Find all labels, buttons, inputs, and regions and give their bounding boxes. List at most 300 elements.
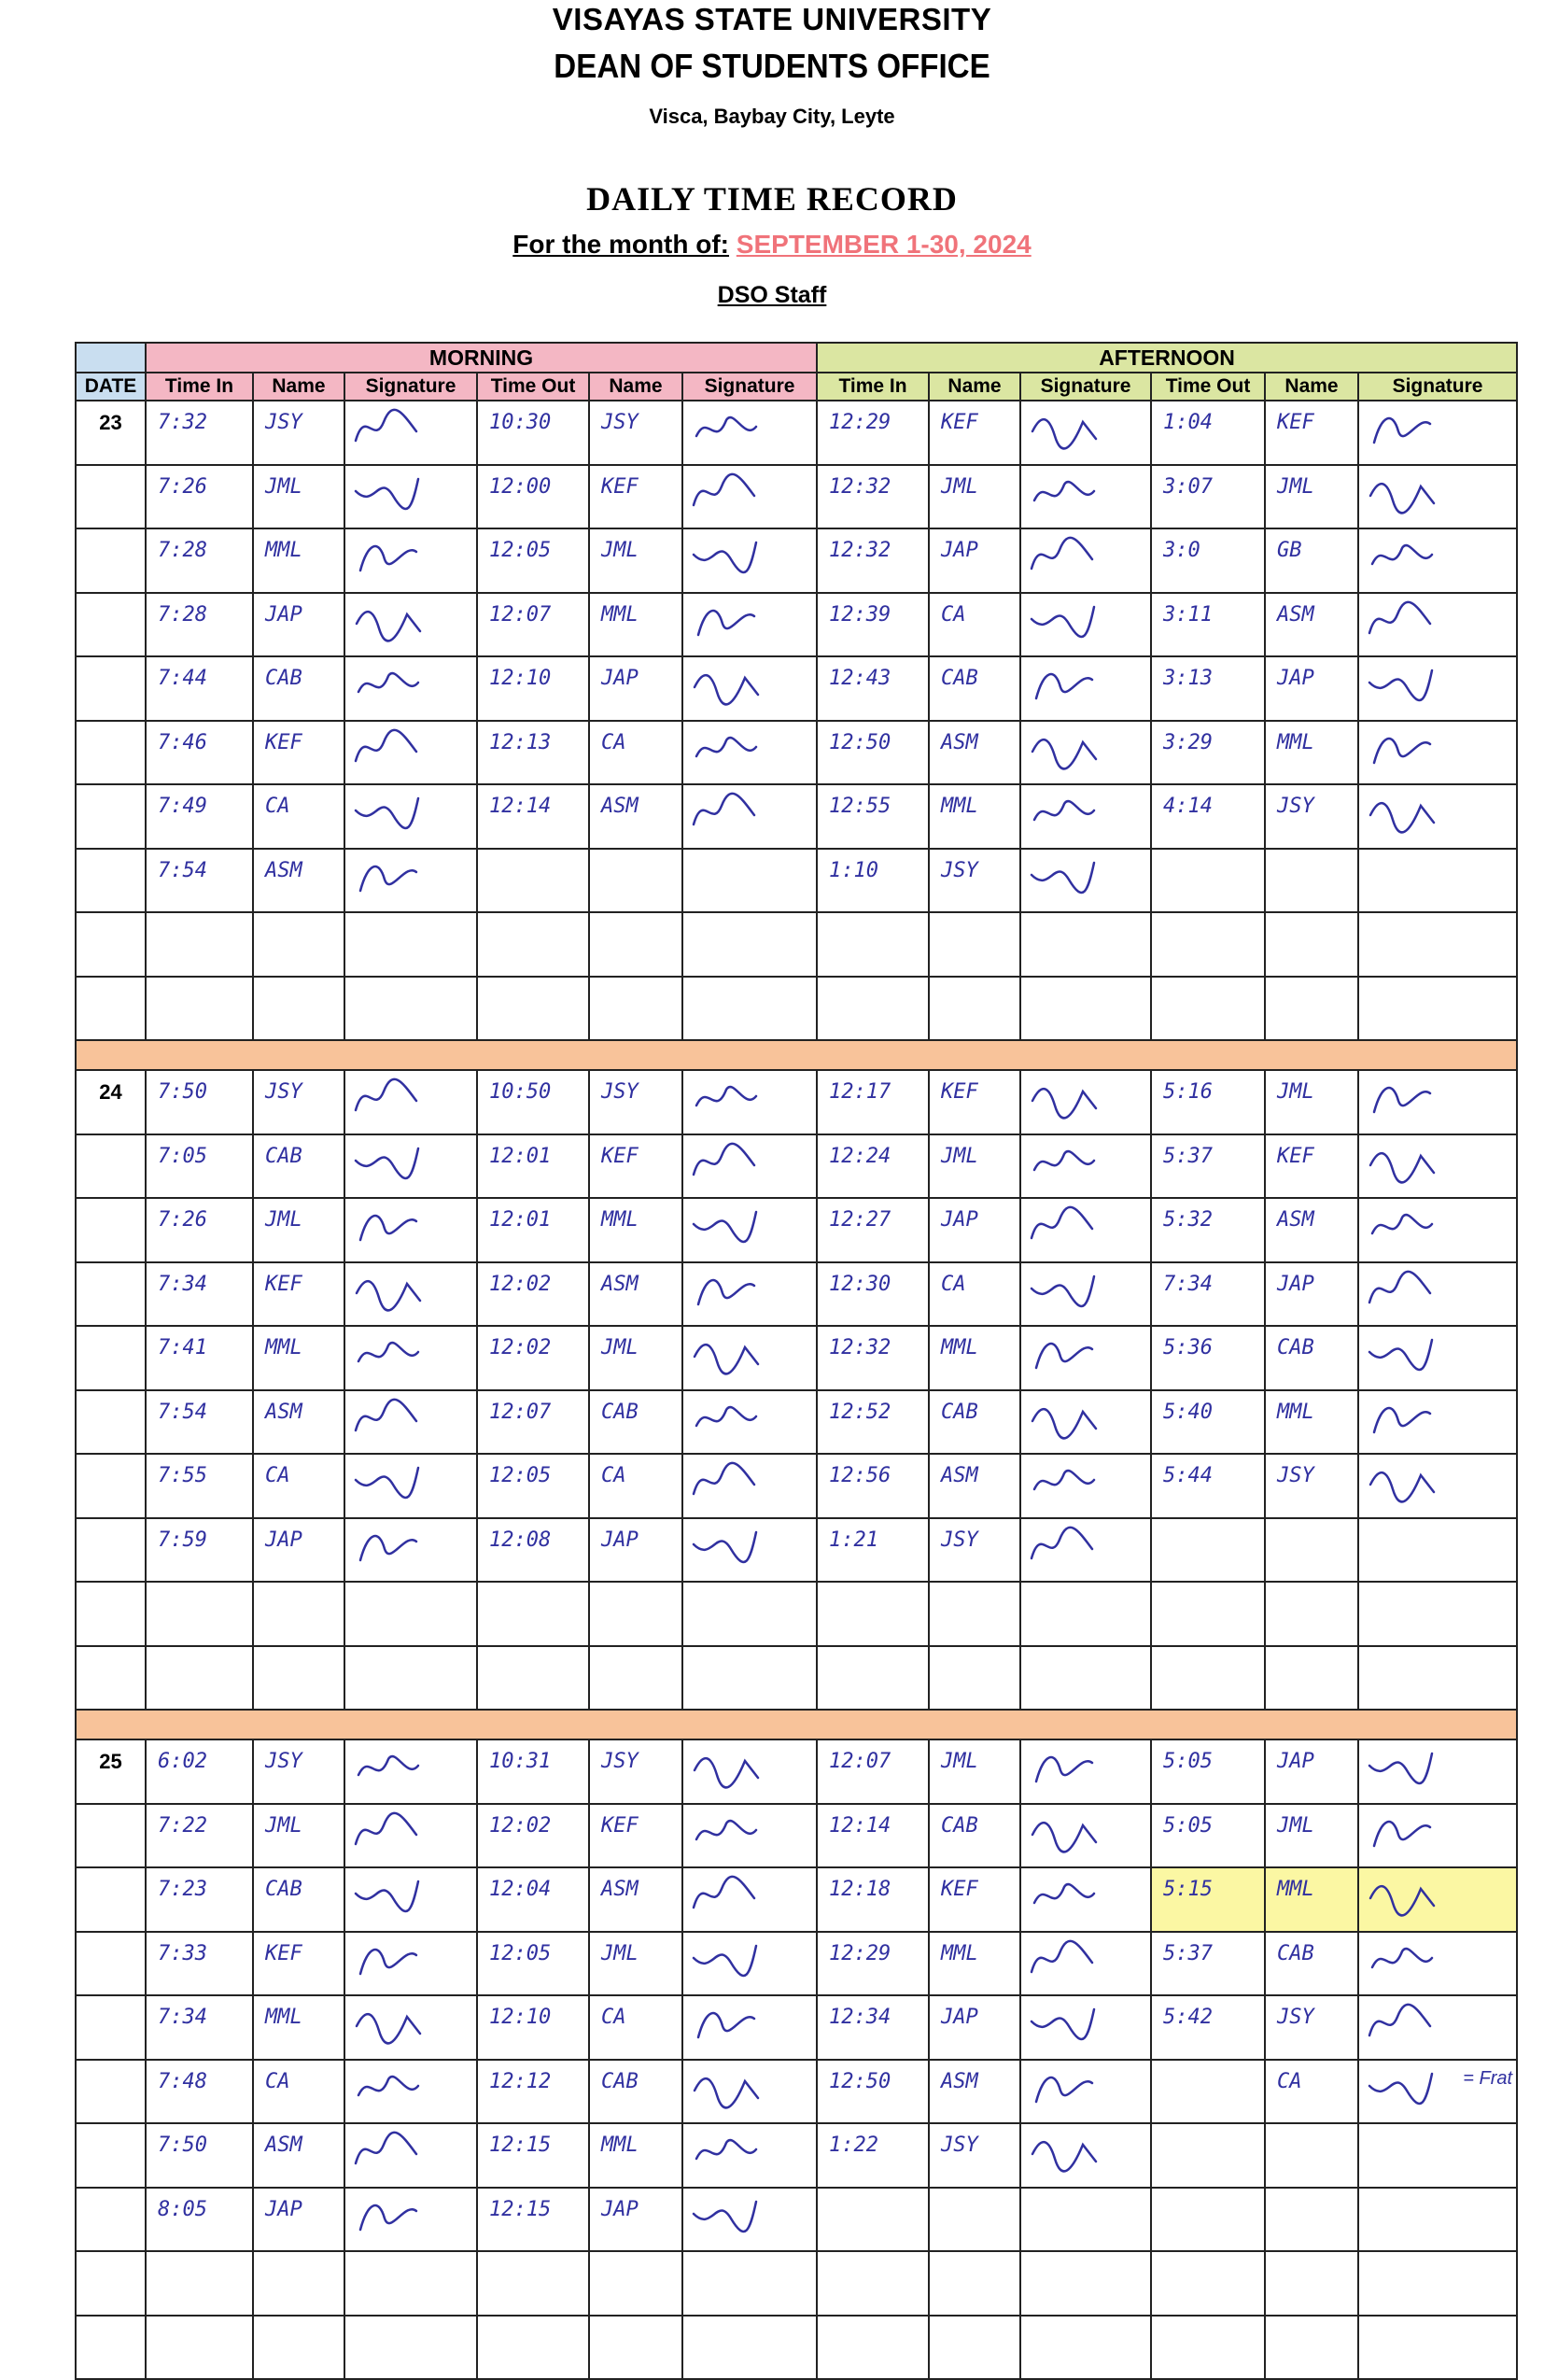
date-cell [76,1326,146,1390]
afternoon-time-out: 5:16 [1151,1070,1265,1134]
morning-time-in: 7:41 [146,1326,253,1390]
signature-cell [1020,1995,1151,2060]
morning-time-out: 12:02 [477,1804,589,1868]
table-row [76,1518,1517,1583]
morning-name: CA [253,2060,344,2124]
signature-cell [1020,1932,1151,1996]
afternoon-time-out [1151,977,1265,1041]
afternoon-name: CAB [929,656,1020,721]
signature-cell [1020,401,1151,465]
date-cell [76,1134,146,1199]
signature-cell [1358,2188,1517,2252]
handwritten-signature [351,596,426,644]
morning-name [253,2316,344,2380]
morning-out-name: JAP [589,1518,682,1583]
column-header: Signature [1358,373,1517,401]
signature-cell [682,593,817,657]
date-cell [76,593,146,657]
handwritten-signature [1027,2063,1102,2111]
signature-cell [1358,1739,1517,1804]
morning-name: KEF [253,721,344,785]
handwritten-signature [1027,1870,1102,1919]
signature-cell [682,1518,817,1583]
signature-cell [682,656,817,721]
morning-header: MORNING [146,343,817,373]
afternoon-time-in: 12:52 [817,1390,929,1455]
afternoon-name [929,977,1020,1041]
signature-stroke [1032,1089,1096,1118]
signature-stroke [357,612,420,641]
handwritten-signature [351,1807,426,1855]
signature-stroke [1036,2077,1092,2102]
afternoon-header: AFTERNOON [817,343,1517,373]
handwritten-signature [351,1742,426,1791]
morning-out-name: KEF [589,465,682,529]
handwritten-signature [351,2063,426,2111]
signature-stroke [1036,1757,1092,1781]
date-cell: 23 [76,401,146,465]
afternoon-time-out [1151,2316,1265,2380]
signature-stroke [1369,1753,1432,1783]
morning-time-in: 7:59 [146,1518,253,1583]
signature-stroke [1372,1949,1432,1967]
signature-cell [682,977,817,1041]
signature-stroke [1032,1940,1092,1971]
morning-out-name: KEF [589,1134,682,1199]
afternoon-out-name: JML [1265,1804,1358,1868]
handwritten-signature [1365,1742,1439,1791]
handwritten-signature [1365,1807,1439,1855]
signature-cell [682,1932,817,1996]
morning-time-in: 7:34 [146,1995,253,2060]
group-header-row [76,343,1517,373]
morning-out-name [589,2251,682,2316]
afternoon-name: JSY [929,2123,1020,2188]
handwritten-signature [1365,2063,1439,2111]
afternoon-time-out: 5:44 [1151,1454,1265,1518]
morning-time-out [477,2251,589,2316]
signature-stroke [360,2205,416,2230]
morning-name: KEF [253,1932,344,1996]
signature-cell [1358,849,1517,913]
signature-cell [1358,1804,1517,1868]
table-row [76,1198,1517,1262]
morning-time-in: 7:44 [146,656,253,721]
signature-stroke [1369,1271,1430,1302]
handwritten-signature [1027,403,1102,452]
signature-stroke [1032,2142,1096,2171]
date-cell [76,528,146,593]
signature-cell [344,2060,477,2124]
morning-time-out: 10:31 [477,1739,589,1804]
signature-stroke [1372,545,1432,564]
afternoon-out-name: JSY [1265,1454,1358,1518]
handwritten-signature [1027,1137,1102,1186]
signature-stroke [1374,1088,1430,1112]
table-row [76,2251,1517,2316]
morning-out-name: ASM [589,784,682,849]
afternoon-time-in: 12:24 [817,1134,929,1199]
handwritten-signature [351,787,426,836]
afternoon-name: CA [929,1262,1020,1327]
afternoon-out-name: KEF [1265,1134,1358,1199]
morning-name: ASM [253,2123,344,2188]
afternoon-time-in: 1:10 [817,849,929,913]
afternoon-time-in: 12:34 [817,1995,929,2060]
afternoon-out-name [1265,1646,1358,1711]
date-cell [76,2251,146,2316]
morning-time-out: 12:07 [477,1390,589,1455]
signature-stroke [1034,1151,1094,1170]
signature-stroke [694,1463,754,1494]
morning-time-out: 12:02 [477,1326,589,1390]
handwritten-signature [689,531,764,580]
handwritten-signature [1027,1265,1102,1314]
afternoon-name: CAB [929,1390,1020,1455]
column-header: Signature [1020,373,1151,401]
afternoon-name: JSY [929,849,1020,913]
afternoon-time-in [817,977,929,1041]
signature-cell [344,977,477,1041]
column-header-row [76,373,1517,401]
date-cell [76,849,146,913]
signature-cell [1020,1326,1151,1390]
signature-cell [344,593,477,657]
table-row [76,977,1517,1041]
signature-cell [682,2188,817,2252]
handwritten-signature [689,1742,764,1791]
handwritten-signature [689,724,764,772]
signature-cell [1020,656,1151,721]
signature-stroke [1034,482,1094,500]
month-value: SEPTEMBER 1-30, 2024 [736,230,1032,259]
signature-cell [682,1804,817,1868]
morning-name [253,1646,344,1711]
handwritten-signature [1027,1998,1102,2047]
morning-time-in: 7:26 [146,1198,253,1262]
morning-name: MML [253,528,344,593]
morning-name: MML [253,1995,344,2060]
handwritten-signature [1365,724,1439,772]
signature-stroke [1036,674,1092,698]
afternoon-out-name: CAB [1265,1326,1358,1390]
signature-stroke [1374,1822,1430,1846]
date-cell [76,2123,146,2188]
morning-time-in: 7:05 [146,1134,253,1199]
handwritten-signature [1027,596,1102,644]
signature-stroke [1032,2009,1094,2039]
afternoon-time-in [817,1582,929,1646]
signature-cell [1358,593,1517,657]
signature-stroke [1370,1472,1434,1501]
morning-name [253,1582,344,1646]
morning-out-name: MML [589,1198,682,1262]
handwritten-signature [689,596,764,644]
afternoon-name [929,2251,1020,2316]
handwritten-signature [689,1998,764,2047]
signature-cell [1358,1454,1517,1518]
handwritten-signature [351,403,426,452]
afternoon-time-out [1151,849,1265,913]
table-row [76,1262,1517,1327]
signature-cell [1020,2251,1151,2316]
signature-stroke [1370,1153,1434,1182]
afternoon-time-in: 1:22 [817,2123,929,2188]
handwritten-signature [1027,2126,1102,2175]
handwritten-signature [351,1265,426,1314]
handwritten-signature [1027,1393,1102,1442]
date-cell [76,721,146,785]
table-row [76,1739,1517,1804]
signature-cell [1358,977,1517,1041]
table-row [76,1932,1517,1996]
signature-annotation: = Frat [1463,2067,1513,2089]
morning-out-name: CA [589,1454,682,1518]
morning-out-name: ASM [589,1262,682,1327]
date-cell [76,2188,146,2252]
signature-stroke [694,2202,756,2232]
date-cell [76,912,146,977]
column-header: Name [589,373,682,401]
afternoon-name: KEF [929,1867,1020,1932]
signature-cell [682,1390,817,1455]
signature-cell [1020,593,1151,657]
signature-cell [682,528,817,593]
morning-name: CA [253,784,344,849]
morning-time-in: 7:54 [146,849,253,913]
handwritten-signature [1027,531,1102,580]
morning-out-name: JSY [589,1070,682,1134]
signature-cell [682,1326,817,1390]
signature-stroke [360,1536,416,1560]
signature-cell [1020,1646,1151,1711]
morning-time-in [146,1646,253,1711]
morning-time-out: 12:14 [477,784,589,849]
handwritten-signature [351,659,426,708]
morning-time-out: 12:01 [477,1198,589,1262]
afternoon-name [929,2316,1020,2380]
signature-cell [682,2251,817,2316]
handwritten-signature [1365,596,1439,644]
signature-stroke [694,794,754,824]
separator-cell [76,1710,1517,1739]
day-separator [76,1040,1517,1070]
signature-stroke [1372,1215,1432,1233]
signature-stroke [358,2077,418,2095]
morning-time-in: 7:46 [146,721,253,785]
handwritten-signature [689,2063,764,2111]
signature-stroke [356,479,418,509]
handwritten-signature [1365,403,1439,452]
morning-out-name [589,912,682,977]
afternoon-time-out: 5:37 [1151,1932,1265,1996]
afternoon-time-out [1151,1582,1265,1646]
table-row [76,1070,1517,1134]
afternoon-time-in: 12:14 [817,1804,929,1868]
signature-cell [1358,1518,1517,1583]
handwritten-signature [351,1998,426,2047]
signature-stroke [1370,484,1434,513]
morning-time-in: 7:48 [146,2060,253,2124]
signature-stroke [1032,1276,1094,1306]
signature-stroke [694,1877,754,1908]
morning-name: JML [253,1804,344,1868]
signature-cell [1020,849,1151,913]
handwritten-signature [689,1329,764,1377]
signature-cell [344,721,477,785]
signature-stroke [694,542,756,572]
afternoon-time-in: 12:50 [817,2060,929,2124]
afternoon-time-out: 3:29 [1151,721,1265,785]
morning-time-in: 7:55 [146,1454,253,1518]
morning-out-name [589,977,682,1041]
morning-name: JAP [253,2188,344,2252]
afternoon-out-name: KEF [1265,401,1358,465]
date-cell: 24 [76,1070,146,1134]
morning-name: JAP [253,593,344,657]
signature-stroke [696,738,756,756]
signature-stroke [1370,1886,1434,1915]
handwritten-signature [689,1201,764,1249]
signature-cell [1020,1390,1151,1455]
afternoon-name: ASM [929,2060,1020,2124]
afternoon-out-name: GB [1265,528,1358,593]
handwritten-signature [1027,852,1102,900]
signature-stroke [1036,1344,1092,1368]
afternoon-time-in: 1:21 [817,1518,929,1583]
handwritten-signature [689,1393,764,1442]
handwritten-signature [689,2126,764,2175]
afternoon-time-out: 3:0 [1151,528,1265,593]
morning-name: CAB [253,656,344,721]
afternoon-time-out: 5:36 [1151,1326,1265,1390]
afternoon-time-in [817,1646,929,1711]
signature-cell [682,1198,817,1262]
signature-stroke [1374,418,1430,443]
afternoon-time-in: 12:29 [817,401,929,465]
signature-cell [1020,784,1151,849]
date-cell [76,1390,146,1455]
afternoon-out-name: JAP [1265,1739,1358,1804]
morning-time-in: 7:33 [146,1932,253,1996]
date-cell: 25 [76,1739,146,1804]
morning-out-name: CAB [589,2060,682,2124]
date-cell [76,1932,146,1996]
afternoon-name: MML [929,784,1020,849]
afternoon-name: JAP [929,1995,1020,2060]
afternoon-name: JAP [929,528,1020,593]
afternoon-out-name: JML [1265,465,1358,529]
handwritten-signature [1027,1201,1102,1249]
signature-stroke [1034,1471,1094,1489]
signature-cell [1358,2123,1517,2188]
afternoon-time-out [1151,2060,1265,2124]
table-row [76,1646,1517,1711]
table-row [76,912,1517,977]
afternoon-time-out: 3:13 [1151,656,1265,721]
signature-stroke [694,1212,756,1242]
afternoon-time-out: 5:37 [1151,1134,1265,1199]
handwritten-signature [351,1457,426,1505]
signature-stroke [1032,1207,1092,1238]
column-header: Signature [344,373,477,401]
handwritten-signature [689,1807,764,1855]
afternoon-out-name: CAB [1265,1932,1358,1996]
morning-out-name: JML [589,528,682,593]
date-cell [76,1454,146,1518]
afternoon-out-name: MML [1265,721,1358,785]
morning-out-name: JAP [589,2188,682,2252]
signature-stroke [360,546,416,570]
afternoon-time-out: 5:05 [1151,1804,1265,1868]
signature-stroke [1032,1823,1096,1852]
morning-out-name: ASM [589,1867,682,1932]
afternoon-time-out: 3:11 [1151,593,1265,657]
afternoon-out-name [1265,2316,1358,2380]
column-header: Signature [682,373,817,401]
handwritten-signature [1027,1073,1102,1121]
handwritten-signature [1365,787,1439,836]
signature-cell [344,849,477,913]
afternoon-out-name [1265,912,1358,977]
morning-time-in: 7:50 [146,1070,253,1134]
handwritten-signature [689,1457,764,1505]
month-label: For the month of: [512,230,730,259]
table-row [76,2188,1517,2252]
signature-cell [1020,1070,1151,1134]
column-header: Time In [146,373,253,401]
morning-time-out: 12:05 [477,1932,589,1996]
afternoon-time-out [1151,1646,1265,1711]
signature-cell [1358,1390,1517,1455]
signature-cell [1358,1646,1517,1711]
table-row [76,2316,1517,2380]
signature-cell [1020,1867,1151,1932]
signature-cell [344,1198,477,1262]
afternoon-time-in: 12:32 [817,1326,929,1390]
handwritten-signature [1365,468,1439,516]
handwritten-signature [1365,1998,1439,2047]
morning-name: JSY [253,1739,344,1804]
morning-time-in: 7:50 [146,2123,253,2188]
afternoon-time-out [1151,2251,1265,2316]
signature-cell [1020,2060,1151,2124]
handwritten-signature [1365,659,1439,708]
signature-cell [682,1454,817,1518]
handwritten-signature [351,1935,426,1983]
signature-cell [1358,1582,1517,1646]
afternoon-time-in: 12:56 [817,1454,929,1518]
afternoon-name: CA [929,593,1020,657]
morning-time-in [146,2316,253,2380]
column-header: Name [929,373,1020,401]
afternoon-out-name: JSY [1265,784,1358,849]
signature-cell [1020,465,1151,529]
morning-time-in: 7:32 [146,401,253,465]
signature-stroke [358,1343,418,1361]
signature-cell [1020,721,1151,785]
form-title: DAILY TIME RECORD [586,180,958,218]
afternoon-time-out: 7:34 [1151,1262,1265,1327]
afternoon-time-in [817,912,929,977]
signature-stroke [696,1821,756,1839]
handwritten-signature [1365,1870,1439,1919]
signature-cell [1358,1262,1517,1327]
office-address: Visca, Baybay City, Leyte [649,105,895,128]
signature-cell [1020,2123,1151,2188]
handwritten-signature [351,2126,426,2175]
handwritten-signature [1365,1329,1439,1377]
